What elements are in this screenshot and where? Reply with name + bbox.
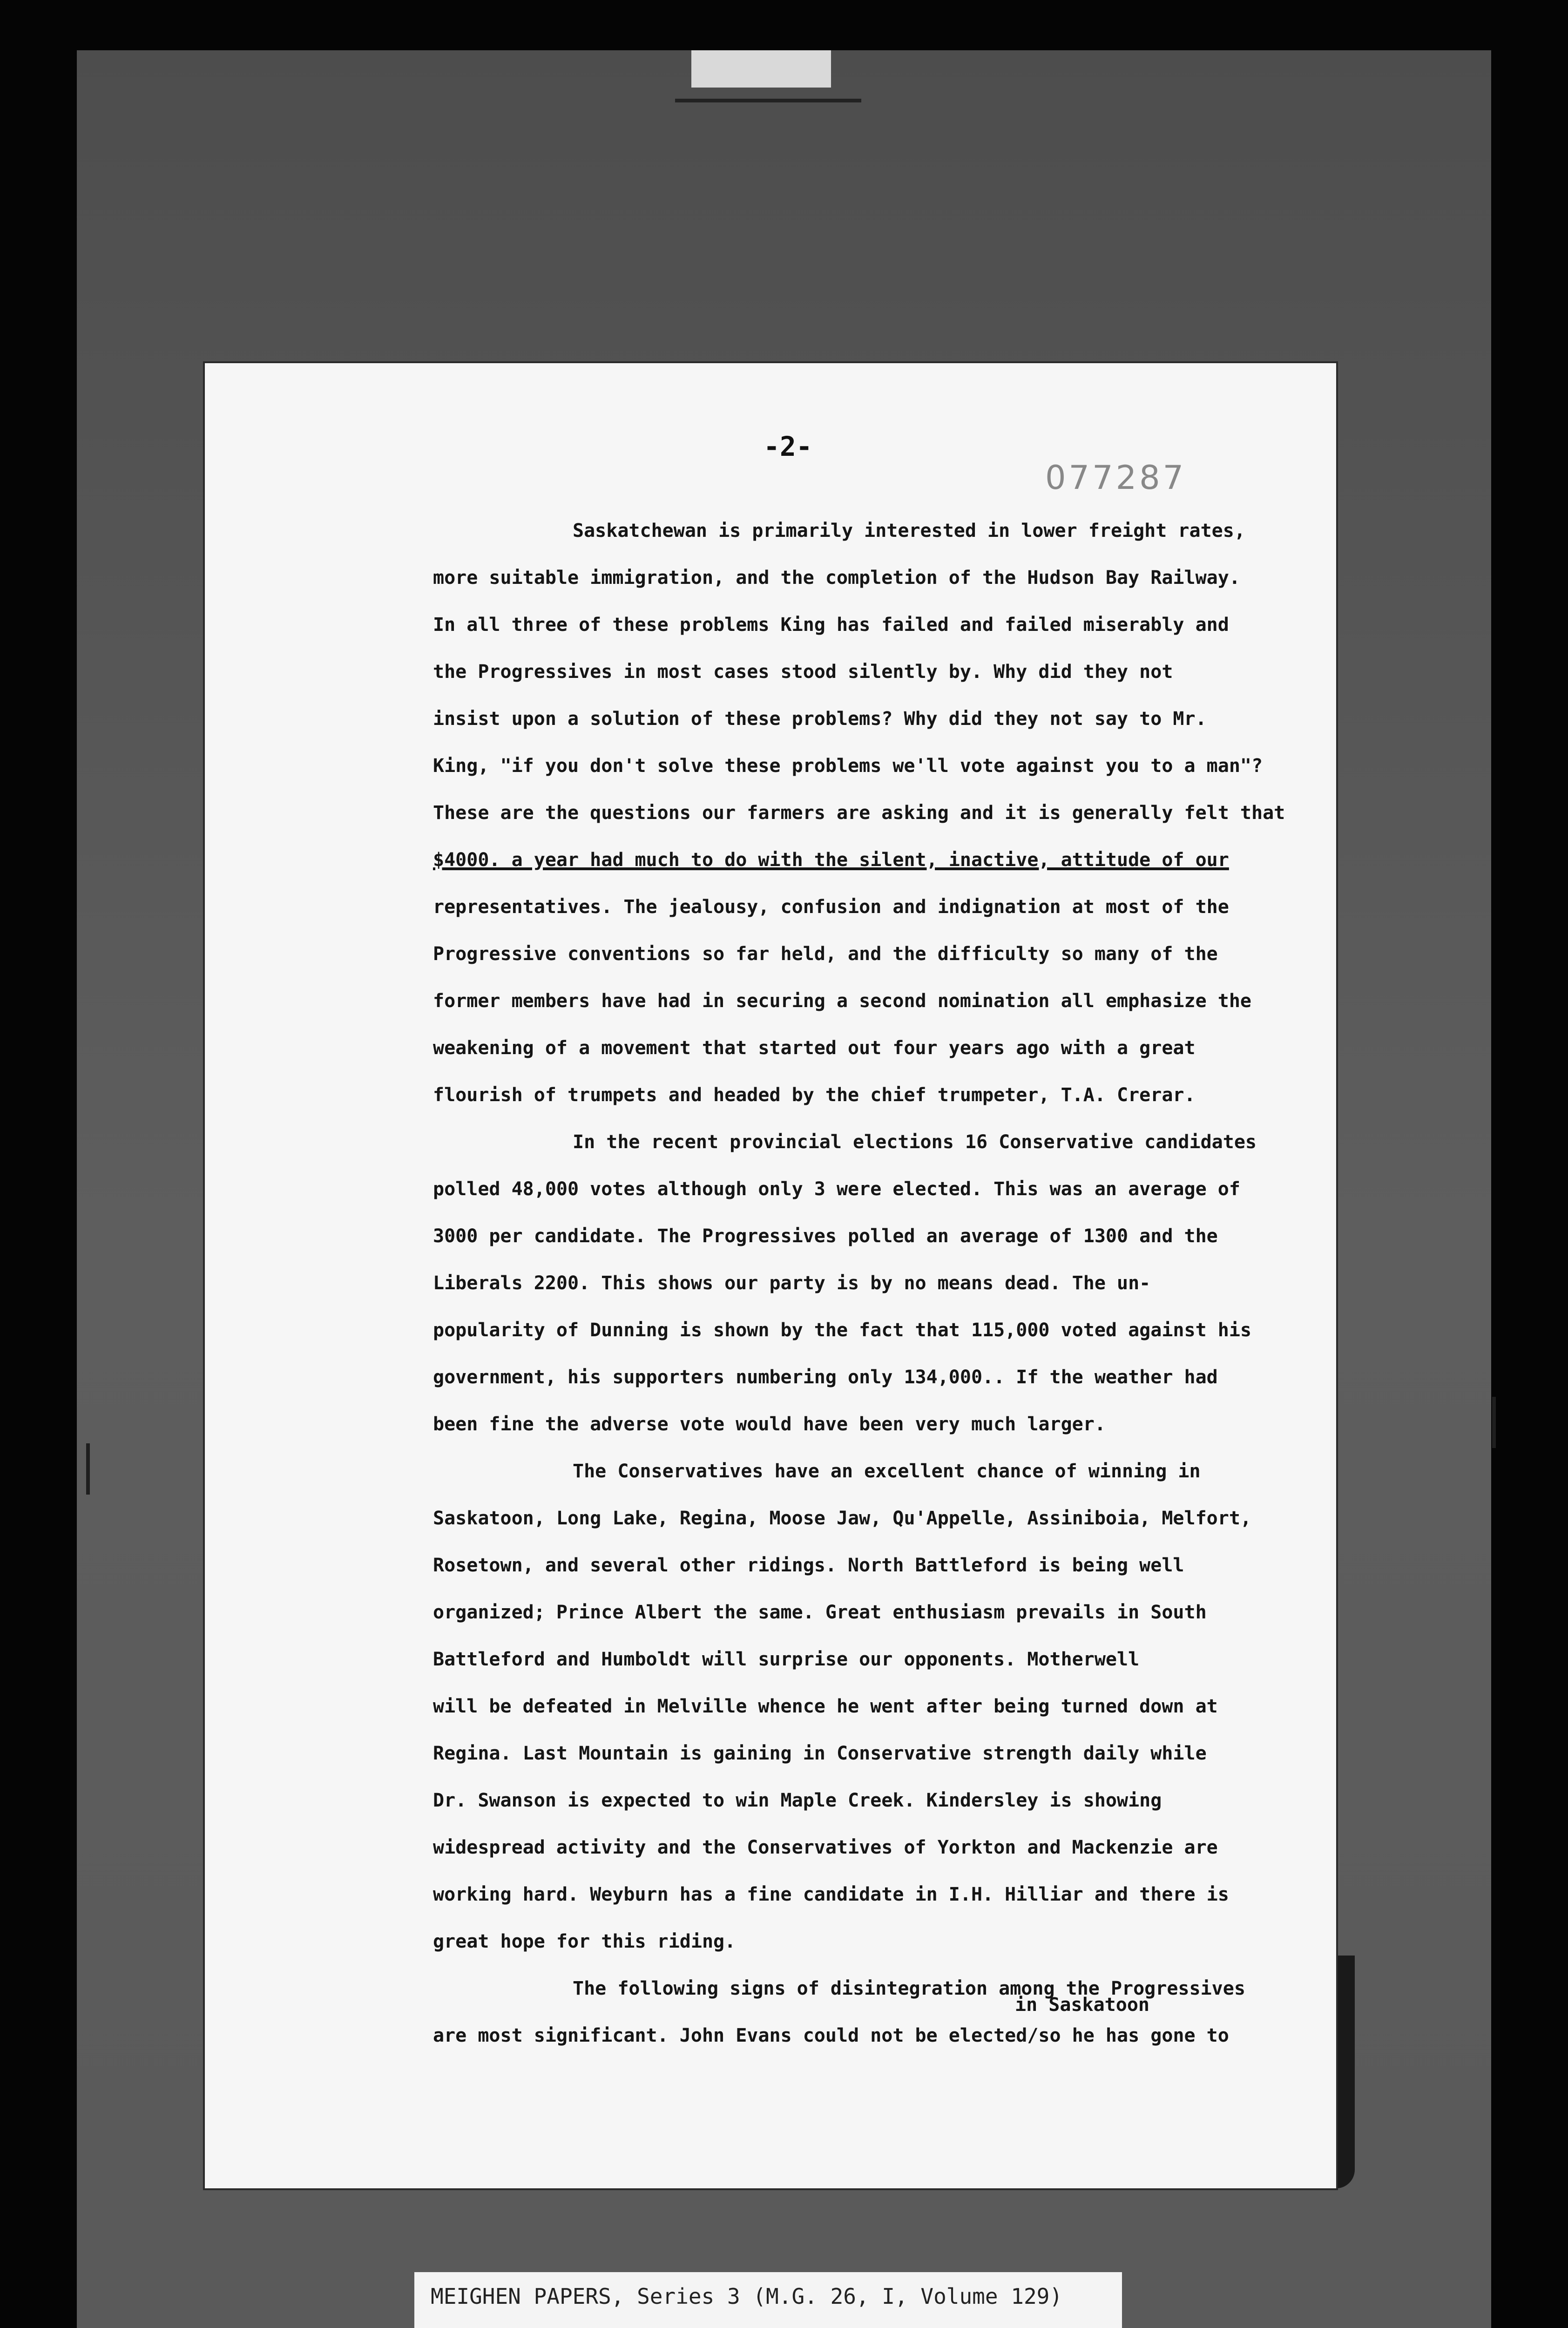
text-line: insist upon a solution of these problems? Why did they not say to Mr. <box>433 708 1207 730</box>
text-line: Liberals 2200. This shows our party is by no means dead. The un- <box>433 1272 1151 1294</box>
text-line: In the recent provincial elections 16 Conservative candidates <box>573 1131 1257 1153</box>
text-line: Saskatchewan is primarily interested in lower freight rates, <box>573 520 1245 541</box>
text-line: In all three of these problems King has failed and failed miserably and <box>433 614 1229 636</box>
text-line: flourish of trumpets and headed by the chief trumpeter, T.A. Crerar. <box>433 1084 1196 1106</box>
text-line: the Progressives in most cases stood silently by. Why did they not <box>433 661 1173 683</box>
right-margin-mark <box>1492 1397 1496 1448</box>
archive-number: 077287 <box>1045 459 1187 497</box>
text-line: working hard. Weyburn has a fine candidate in I.H. Hilliar and there is <box>433 1884 1229 1905</box>
text-line: great hope for this riding. <box>433 1931 736 1952</box>
handwritten-insertion: in Saskatoon <box>1015 1994 1149 2016</box>
text-line: more suitable immigration, and the completion of the Hudson Bay Railway. <box>433 567 1240 589</box>
left-margin-mark <box>86 1443 90 1495</box>
text-line: 3000 per candidate. The Progressives polled an average of 1300 and the <box>433 1225 1218 1247</box>
text-line: Dr. Swanson is expected to win Maple Creek. Kindersley is showing <box>433 1790 1162 1811</box>
text-line: representatives. The jealousy, confusion and indignation at most of the <box>433 896 1229 918</box>
tape-edge <box>675 99 861 102</box>
text-line: will be defeated in Melville whence he went after being turned down at <box>433 1696 1218 1717</box>
text-line: These are the questions our farmers are asking and it is generally felt that <box>433 802 1285 824</box>
letter-body <box>433 508 1327 2059</box>
text-line: Battleford and Humboldt will surprise our opponents. Motherwell <box>433 1649 1140 1670</box>
underlined-text-line: $4000. a year had much to do with the silent, inactive, attitude of our <box>433 849 1229 871</box>
text-line: former members have had in securing a second nomination all emphasize the <box>433 990 1251 1012</box>
text-line: been fine the adverse vote would have been very much larger. <box>433 1414 1106 1435</box>
text-line: The following signs of disintegration among the Progressives <box>573 1978 1245 1999</box>
text-line: The Conservatives have an excellent chance of winning in <box>573 1461 1201 1482</box>
text-line: Saskatoon, Long Lake, Regina, Moose Jaw, Qu'Appelle, Assiniboia, Melfort, <box>433 1508 1251 1529</box>
page-number: -2- <box>764 431 812 462</box>
text-line: widespread activity and the Conservatives of Yorkton and Mackenzie are <box>433 1837 1218 1858</box>
text-line: are most significant. John Evans could not be elected/so he has gone to <box>433 2025 1229 2046</box>
text-line: Progressive conventions so far held, and the difficulty so many of the <box>433 943 1218 965</box>
text-line: organized; Prince Albert the same. Great enthusiasm prevails in South <box>433 1602 1207 1623</box>
tape-strip <box>691 50 831 88</box>
text-line: polled 48,000 votes although only 3 were elected. This was an average of <box>433 1178 1240 1200</box>
collection-label-text: MEIGHEN PAPERS, Series 3 (M.G. 26, I, Volume 129) <box>431 2284 1063 2309</box>
text-line: Rosetown, and several other ridings. North Battleford is being well <box>433 1555 1184 1576</box>
text-line: weakening of a movement that started out four years ago with a great <box>433 1037 1196 1059</box>
text-line: Regina. Last Mountain is gaining in Conservative strength daily while <box>433 1743 1207 1764</box>
text-line: government, his supporters numbering only 134,000.. If the weather had <box>433 1367 1218 1388</box>
text-line: popularity of Dunning is shown by the fact that 115,000 voted against his <box>433 1320 1251 1341</box>
text-line: King, "if you don't solve these problems we'll vote against you to a man"? <box>433 755 1263 777</box>
